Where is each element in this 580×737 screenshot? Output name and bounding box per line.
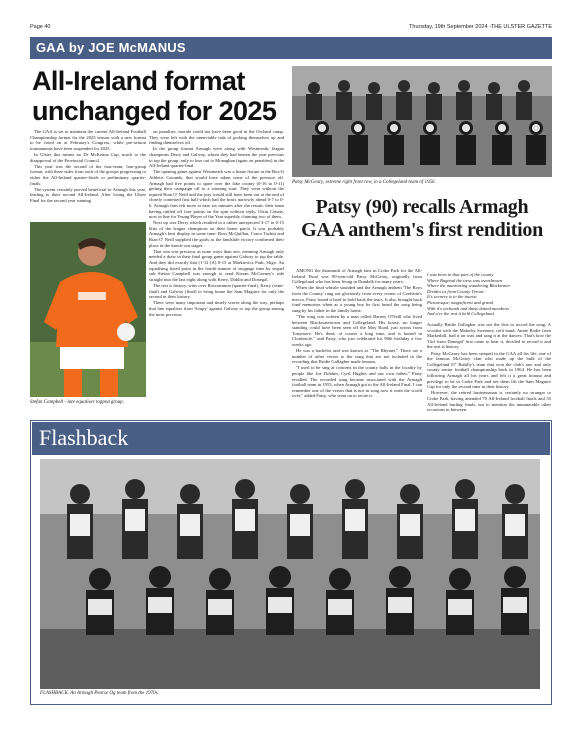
paragraph: However, the retired businessman is certainly no stranger to Croke Park, having attended 70 All-Ireland football finals and 55 All-Ireland hurling finals, not to mention the innumerable other occasions in between. [427,390,551,413]
lead-column-2 [149,129,284,318]
paragraph: "I used to be sing at concerts in the county halls in the locality by people like Joe Dobbin, Cyril Hughes and our own father," Patsy recalled. The recorded song became associated with the Armagh football team in 1953, when Armagh got to the All-Ireland Final. I can remember one of the verses that is not in song now it went the world over," added Patsy, who went on to recite it: [292,365,422,399]
patsy-column-1 [292,268,422,400]
paragraph: The rest is history, wins over Roscommon (quarter-final), Kerry (semi-final) and Galway (final) to bring home the Sam Maguire for only the second in their history. [149,283,284,300]
patsy-headline: Patsy (90) recalls Armagh GAA anthem's first rendition [301,196,543,241]
lead-column-1 [30,129,146,204]
page-folio [30,24,552,34]
paragraph: That win was precious as none ways than one, meaning Armagh only needed a draw in their final group game against Galway to top the table. And they did exactly that (1-12 (A) 0-15 at Markievicz Park, Sligo. An equalising fisted point in the fourth minute of stoppage time by sequel sub Stefan Campbell was enough to send Kieran McGeeney's side straight into the last eight along with Kerry, Dublin and Donegal. [149,248,284,282]
verse-line: Where Bagenal the tress was overthrown [427,277,503,283]
paragraph: The system certainly proved beneficial to Armagh this year, leading to their second All-Ireland. After losing the Ulster Final for the second year running [30,186,146,203]
player-photo [30,222,146,397]
section-header: GAA by JOE McMANUS [30,37,552,59]
paragraph: In the group format Armagh were along with Westmeath, league champions Derry and Galway, whom they had beaten the year previous to top the group, only to lose out to Monaghan (again on penalties) in the All-Ireland quarter-final. [149,146,284,169]
lead-headline: All-Ireland format unchanged for 2025 [32,66,277,126]
player-photo-caption: Stefan Campbell - late equaliser topped group. [30,400,124,405]
song-verse [427,272,551,317]
paragraph: This year was the second of the four-team, four-group format, with three sides from each of the groups progressing to either the All-Ireland quarter-finals or preliminary quarter-finals. [30,163,146,186]
flashback-photo-caption: FLASHBACK. An Armagh Pearse Og team from the 1970s. [40,691,159,696]
patsy-column-2 [427,322,551,413]
verse-line: Where the murmuring wandering Blackwater [427,283,511,289]
collegeland-team-photo [292,66,552,177]
flashback-photo-illustration [40,459,540,689]
paragraph: Actually Bridie Gallagher was not the first to record the song. A vocalist with the Malachy Sweeney, ceili band, Annie Rodie from Markethill, had it on wax and sang it at the dances. That's how the 'Girl from Donegal' first came to hear it, decided to record it and the rest is history. [427,322,551,350]
verse-line: Picturesque, magnificent and grand [427,299,493,305]
verse-line: I was born in that part of the county [427,272,494,277]
paragraph: "The song was written by a man called Barney O'Neill who lived between Blackwatertown and Collegeland. His house, no longer standing could have been seen off the Moy Road, just across from Tonymore. He's dead, of course a long time, and is buried in Clonfeacle," said Patsy, who just celebrated his 90th birthday a few weeks ago. [292,313,422,347]
flashback-title: Flashback [32,422,550,455]
paragraph: When the final whistle sounded and the Armagh anthem 'The Boys from the County' rang out gloriously from every corner of Coeldoin's mecca, Patsy found it hard to hold back the tears. It also brought back fond memories when as a young boy he first heard the song being sung by his father in the family home. [292,285,422,313]
verse-line: It's scenery is to the tourist [427,294,477,300]
paragraph: AMONG the thousands of Armagh fans in Croke Park for the All-Ireland Final was 90-year-old Patsy McGeary, originally from Collegeland who has been living in Dundalk for many years. [292,268,422,285]
issue-date-line: Thursday, 19th September 2024 -THE ULSTER GAZETTE [409,24,552,30]
paragraph: Next up was Derry which resulted in a rather unexpected 3-17 to 0-15 blitz of the league champions on their home patch. It was probably Armagh's best display in some time: Ross McQuillan, Conor Turbitt and Rian O' Neill supplied the goals as the landslide victory confirmed their place in the knock-out stages. [149,220,284,248]
pearse-og-team-photo [40,459,540,689]
paragraph: The GAA is set to maintain the current All-Ireland Football Championship format for the 2025 season with a new format to be voted on at February's Congress, while pre-season tournaments have been suspended for 2025. [30,129,146,151]
paragraph: The opening game against Westmeath was a home fixture at the Box-It Athletic Grounds, that would have taken some of the pressure off. Armagh had five points to spare over the lake county (0-16 to 0-11) getting their campaign off to a winning start. They went without the injured Rian O' Neill and the jury would still have been out at the end of closely contested first half which had the hosts narrowly ahead 0-7 to 0-6. Armagh fans felt more at ease six minutes after the restart, their team having rattled off four points on the spin without reply, Oisin Conaty, now in line for Young Player of the Year superbly claiming two of them. [149,169,284,220]
team-photo-illustration [292,66,552,177]
paragraph: on penalties, morale could not have been good in the Orchard camp. They were left with the unenviable task of picking themselves up and finding themselves off. [149,129,284,146]
verse-line: Divides us from County Tyrone [427,288,484,294]
player-illustration [30,222,146,397]
collegeland-photo-caption: Patsy McGeary, extreme right front row, in a Collegeland team of 1956. [292,180,436,185]
verse-line: With it's orchards and daisy dotted meadows [427,305,510,311]
page-number: Page 40 [30,24,51,30]
paragraph: Patsy McGeary has been steeped in the GAA all his life, one of the famous McGeary clan who made up the bulk of the Collegeland 07' Rahilly's team that won the club's one and only county senior football championship back in 1964. He has been following Armagh all his years and felt it a great honour and privilege to be in Croke Park and see them lift the Sam Maguire Cup for only the second time in their history. [427,350,551,390]
paragraph: He was a bachelor and was known as "The Rhymer". There are a number of other verses to the song that are not included in the recording that Bridie Gallagher made famous. [292,348,422,365]
paragraph: There were many important and timely scores along the way, perhaps that late equaliser from 'Soupy' against Galway to top the group among the most precious. [149,300,284,317]
paragraph: In Ulster this means no Dr McKenna Cup, much to the disapproval of the Provincial Council. [30,151,146,163]
verse-line: And a'er the rest it held Collegeland. [427,311,495,317]
